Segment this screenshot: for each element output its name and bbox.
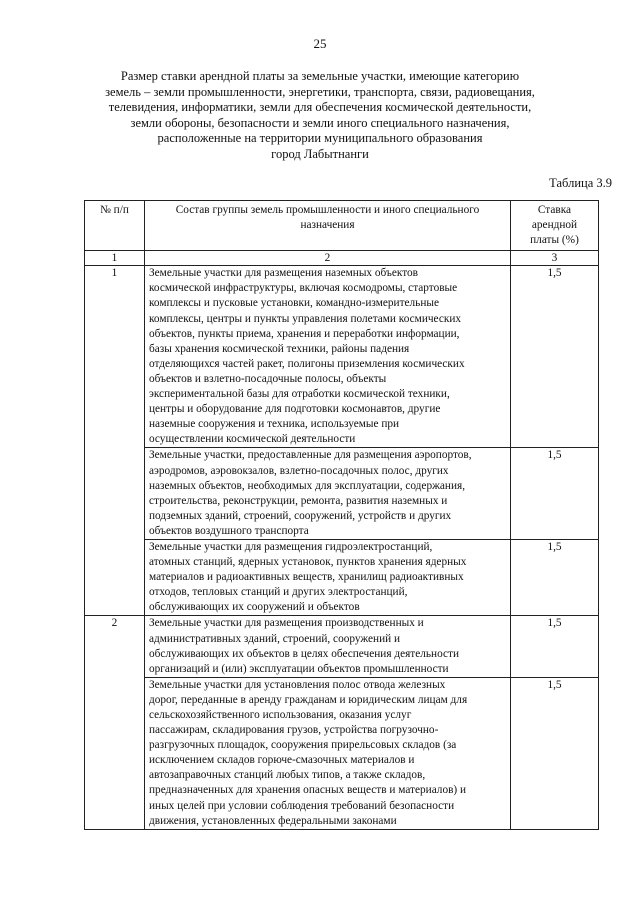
row-number: 1 bbox=[85, 266, 145, 448]
row-description bbox=[145, 448, 511, 540]
description-line: атомных станций, ядерных установок, пунктов хранения ядерных bbox=[149, 556, 467, 569]
description-line: пассажирам, складирования грузов, устройства погрузочно- bbox=[149, 724, 439, 737]
description-line: Земельные участки для установления полос отвода железных bbox=[149, 678, 446, 691]
row-rate: 1,5 bbox=[511, 266, 599, 448]
description-line: аэродромов, аэровокзалов, взлетно-посадочных полос, других bbox=[149, 464, 449, 477]
description-line: комплексы, центры и пункты управления полетами космических bbox=[149, 312, 462, 325]
description-line: иных целей при условии соблюдения требований безопасности bbox=[149, 799, 455, 812]
title-line: телевидения, информатики, земли для обеспечения космической деятельности, bbox=[108, 100, 532, 115]
description-line: строительства, реконструкции, ремонта, развития наземных и bbox=[149, 494, 448, 507]
description-line: дорог, переданные в аренду гражданам и юридическим лицам для bbox=[149, 693, 468, 706]
description-line: центры и оборудование для подготовки космонавтов, другие bbox=[149, 403, 441, 416]
table-header-row bbox=[85, 201, 599, 251]
description-line: организаций и (или) эксплуатации объектов промышленности bbox=[149, 662, 449, 675]
row-rate: 1,5 bbox=[511, 448, 599, 540]
header-number: № п/п bbox=[85, 201, 145, 251]
table-row bbox=[85, 266, 599, 448]
description-line: предназначенных для хранения опасных веществ и материалов) и bbox=[149, 784, 467, 797]
row-number bbox=[85, 448, 145, 540]
description-line: Земельные участки для размещения гидроэлектростанций, bbox=[149, 540, 433, 553]
row-number bbox=[85, 677, 145, 829]
table-row bbox=[85, 539, 599, 615]
description-line: обслуживающих их сооружений и объектов bbox=[149, 601, 360, 614]
header-rate: Ставка арендной платы (%) bbox=[511, 201, 599, 251]
description-line: базы хранения космической техники, районы падения bbox=[149, 342, 410, 355]
column-number: 3 bbox=[511, 251, 599, 266]
column-number: 2 bbox=[145, 251, 511, 266]
table-row bbox=[85, 616, 599, 677]
row-description bbox=[145, 616, 511, 677]
row-number bbox=[85, 539, 145, 615]
column-numbers-row bbox=[85, 251, 599, 266]
description-line: движения, установленных федеральными законами bbox=[149, 814, 397, 827]
description-line: комплексы и пусковые установки, командно-измерительные bbox=[149, 297, 439, 310]
description-line: автозаправочных станций любых типов, а также складов, bbox=[149, 769, 426, 782]
description-line: объектов воздушного транспорта bbox=[149, 524, 309, 537]
description-line: обслуживающих их объектов в целях обеспечения деятельности bbox=[149, 647, 460, 660]
description-line: объектов, пункты приема, хранения и переработки информации, bbox=[149, 327, 460, 340]
description-line: сельскохозяйственного использования, оказания услуг bbox=[149, 709, 412, 721]
description-line: подземных зданий, строений, сооружений, устройств и других bbox=[149, 509, 452, 522]
row-rate: 1,5 bbox=[511, 677, 599, 829]
row-description bbox=[145, 266, 511, 448]
row-description bbox=[145, 539, 511, 615]
header-composition: Состав группы земель промышленности и иного специального назначения bbox=[145, 201, 511, 251]
description-line: исключением складов горюче-смазочных материалов и bbox=[149, 754, 415, 767]
row-description bbox=[145, 677, 511, 829]
document-title bbox=[100, 69, 540, 163]
title-line: Размер ставки арендной платы за земельные участки, имеющие категорию bbox=[120, 69, 520, 83]
column-number: 1 bbox=[85, 251, 145, 266]
title-line: земель – земли промышленности, энергетики, транспорта, связи, радиовещания, bbox=[105, 84, 535, 99]
description-line: Земельные участки для размещения производственных и bbox=[149, 617, 424, 630]
description-line: Земельные участки для размещения наземных объектов bbox=[149, 267, 418, 280]
description-line: космической инфраструктуры, включая космодромы, стартовые bbox=[149, 282, 458, 295]
title-line: расположенные на территории муниципального образования bbox=[157, 131, 483, 146]
description-line: осуществлении космической деятельности bbox=[149, 433, 356, 446]
row-rate: 1,5 bbox=[511, 539, 599, 615]
table-row bbox=[85, 448, 599, 540]
title-line: город Лабытнанги bbox=[271, 146, 369, 161]
table-body bbox=[85, 266, 599, 829]
description-line: экспериментальной базы для отработки космической техники, bbox=[149, 388, 450, 401]
table-row bbox=[85, 677, 599, 829]
table-label: Таблица 3.9 bbox=[549, 176, 612, 190]
description-line: отходов, тепловых станций и других электростанций, bbox=[149, 586, 408, 599]
page-number: 25 bbox=[313, 36, 327, 51]
rate-table bbox=[84, 200, 599, 830]
description-line: объектов и взлетно-посадочные полосы, объекты bbox=[149, 372, 387, 385]
description-line: материалов и радиоактивных веществ, хранилищ радиоактивных bbox=[149, 571, 464, 584]
row-rate: 1,5 bbox=[511, 616, 599, 677]
description-line: наземных объектов, необходимых для эксплуатации, содержания, bbox=[149, 479, 466, 492]
description-line: Земельные участки, предоставленные для размещения аэропортов, bbox=[149, 449, 472, 462]
description-line: наземные сооружения и техника, используемые при bbox=[149, 418, 400, 431]
description-line: разгрузочных площадок, сооружения прирельсовых складов (за bbox=[149, 739, 457, 752]
row-number: 2 bbox=[85, 616, 145, 677]
description-line: отделяющихся частей ракет, полигоны приземления космических bbox=[149, 357, 465, 370]
title-line: земли обороны, безопасности и земли иного специального назначения, bbox=[130, 115, 510, 130]
description-line: административных зданий, строений, сооружений и bbox=[149, 632, 401, 645]
